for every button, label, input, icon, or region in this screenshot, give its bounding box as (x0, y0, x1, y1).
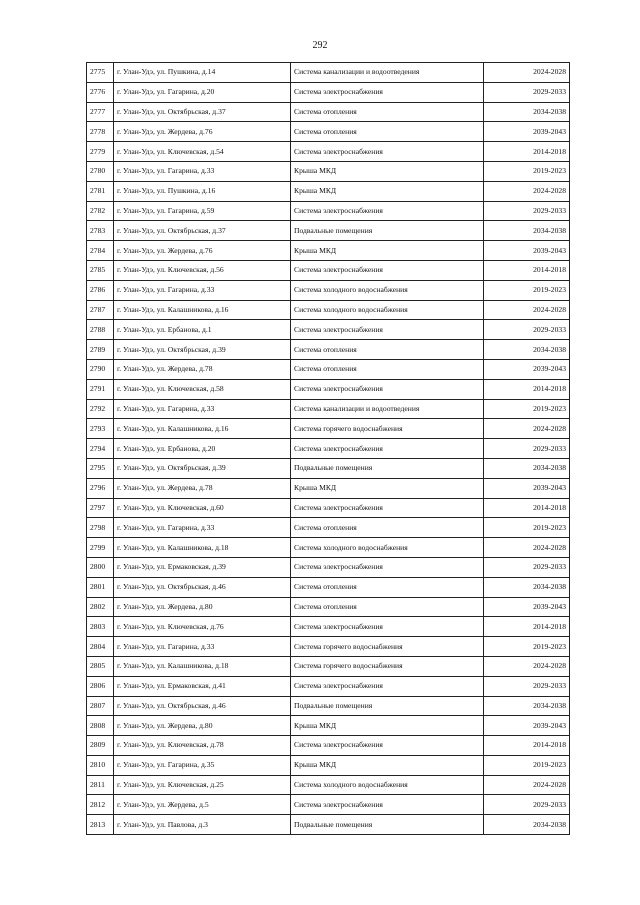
address-cell: г. Улан-Удэ, ул. Жердева, д.76 (114, 241, 291, 261)
address-cell: г. Улан-Удэ, ул. Октябрьская, д.46 (114, 577, 291, 597)
registry-table-body (87, 63, 570, 835)
address-cell: г. Улан-Удэ, ул. Ермаковская, д.39 (114, 557, 291, 577)
address-cell: г. Улан-Удэ, ул. Жердева, д.80 (114, 716, 291, 736)
table-row (87, 755, 570, 775)
row-number: 2801 (87, 577, 114, 597)
period-cell: 2039-2043 (484, 478, 570, 498)
row-number: 2809 (87, 736, 114, 756)
period-cell: 2039-2043 (484, 716, 570, 736)
system-cell: Система электроснабжения (291, 676, 484, 696)
period-cell: 2029-2033 (484, 557, 570, 577)
period-cell: 2019-2023 (484, 637, 570, 657)
row-number: 2791 (87, 379, 114, 399)
period-cell: 2024-2028 (484, 419, 570, 439)
row-number: 2785 (87, 260, 114, 280)
address-cell: г. Улан-Удэ, ул. Ключевская, д.76 (114, 617, 291, 637)
table-row (87, 656, 570, 676)
period-cell: 2014-2018 (484, 617, 570, 637)
address-cell: г. Улан-Удэ, ул. Гагарина, д.33 (114, 280, 291, 300)
system-cell: Система электроснабжения (291, 736, 484, 756)
period-cell: 2034-2038 (484, 102, 570, 122)
period-cell: 2034-2038 (484, 577, 570, 597)
row-number: 2800 (87, 557, 114, 577)
address-cell: г. Улан-Удэ, ул. Пушкина, д.14 (114, 63, 291, 83)
period-cell: 2029-2033 (484, 676, 570, 696)
system-cell: Система холодного водоснабжения (291, 300, 484, 320)
table-row (87, 458, 570, 478)
system-cell: Система электроснабжения (291, 439, 484, 459)
address-cell: г. Улан-Удэ, ул. Жердева, д.80 (114, 597, 291, 617)
row-number: 2782 (87, 201, 114, 221)
table-row (87, 518, 570, 538)
period-cell: 2029-2033 (484, 439, 570, 459)
table-row (87, 340, 570, 360)
row-number: 2778 (87, 122, 114, 142)
table-row (87, 201, 570, 221)
address-cell: г. Улан-Удэ, ул. Гагарина, д.33 (114, 518, 291, 538)
address-cell: г. Улан-Удэ, ул. Гагарина, д.33 (114, 161, 291, 181)
period-cell: 2029-2033 (484, 201, 570, 221)
table-row (87, 419, 570, 439)
address-cell: г. Улан-Удэ, ул. Ключевская, д.56 (114, 260, 291, 280)
row-number: 2813 (87, 815, 114, 835)
table-row (87, 82, 570, 102)
table-row (87, 597, 570, 617)
period-cell: 2029-2033 (484, 795, 570, 815)
period-cell: 2014-2018 (484, 736, 570, 756)
period-cell: 2014-2018 (484, 379, 570, 399)
address-cell: г. Улан-Удэ, ул. Калашникова, д.16 (114, 300, 291, 320)
table-row (87, 399, 570, 419)
row-number: 2790 (87, 359, 114, 379)
period-cell: 2034-2038 (484, 458, 570, 478)
address-cell: г. Улан-Удэ, ул. Пушкина, д.16 (114, 181, 291, 201)
period-cell: 2034-2038 (484, 696, 570, 716)
address-cell: г. Улан-Удэ, ул. Ербанова, д.1 (114, 320, 291, 340)
period-cell: 2034-2038 (484, 221, 570, 241)
row-number: 2792 (87, 399, 114, 419)
system-cell: Крыша МКД (291, 755, 484, 775)
row-number: 2812 (87, 795, 114, 815)
table-row (87, 538, 570, 558)
system-cell: Система электроснабжения (291, 320, 484, 340)
period-cell: 2014-2018 (484, 260, 570, 280)
address-cell: г. Улан-Удэ, ул. Жердева, д.78 (114, 359, 291, 379)
address-cell: г. Улан-Удэ, ул. Гагарина, д.33 (114, 399, 291, 419)
system-cell: Система отопления (291, 122, 484, 142)
table-row (87, 122, 570, 142)
system-cell: Система горячего водоснабжения (291, 637, 484, 657)
system-cell: Система канализации и водоотведения (291, 63, 484, 83)
table-row (87, 637, 570, 657)
table-row (87, 577, 570, 597)
table-row (87, 478, 570, 498)
address-cell: г. Улан-Удэ, ул. Октябрьская, д.37 (114, 221, 291, 241)
row-number: 2776 (87, 82, 114, 102)
table-row (87, 696, 570, 716)
address-cell: г. Улан-Удэ, ул. Жердева, д.5 (114, 795, 291, 815)
address-cell: г. Улан-Удэ, ул. Ключевская, д.25 (114, 775, 291, 795)
address-cell: г. Улан-Удэ, ул. Гагарина, д.20 (114, 82, 291, 102)
system-cell: Система холодного водоснабжения (291, 775, 484, 795)
system-cell: Система электроснабжения (291, 379, 484, 399)
row-number: 2797 (87, 498, 114, 518)
table-row (87, 775, 570, 795)
system-cell: Система электроснабжения (291, 142, 484, 162)
period-cell: 2019-2023 (484, 518, 570, 538)
address-cell: г. Улан-Удэ, ул. Жердева, д.78 (114, 478, 291, 498)
row-number: 2806 (87, 676, 114, 696)
row-number: 2793 (87, 419, 114, 439)
row-number: 2789 (87, 340, 114, 360)
row-number: 2796 (87, 478, 114, 498)
row-number: 2803 (87, 617, 114, 637)
registry-table (86, 62, 570, 835)
row-number: 2784 (87, 241, 114, 261)
address-cell: г. Улан-Удэ, ул. Ключевская, д.60 (114, 498, 291, 518)
address-cell: г. Улан-Удэ, ул. Ключевская, д.54 (114, 142, 291, 162)
system-cell: Система холодного водоснабжения (291, 538, 484, 558)
table-row (87, 320, 570, 340)
address-cell: г. Улан-Удэ, ул. Ключевская, д.58 (114, 379, 291, 399)
period-cell: 2039-2043 (484, 241, 570, 261)
table-row (87, 181, 570, 201)
table-row (87, 795, 570, 815)
period-cell: 2024-2028 (484, 300, 570, 320)
system-cell: Система электроснабжения (291, 260, 484, 280)
address-cell: г. Улан-Удэ, ул. Ключевская, д.78 (114, 736, 291, 756)
table-row (87, 815, 570, 835)
table-row (87, 439, 570, 459)
table-row (87, 676, 570, 696)
period-cell: 2039-2043 (484, 359, 570, 379)
row-number: 2794 (87, 439, 114, 459)
table-row (87, 102, 570, 122)
row-number: 2810 (87, 755, 114, 775)
period-cell: 2024-2028 (484, 181, 570, 201)
period-cell: 2019-2023 (484, 399, 570, 419)
period-cell: 2029-2033 (484, 82, 570, 102)
row-number: 2805 (87, 656, 114, 676)
address-cell: г. Улан-Удэ, ул. Гагарина, д.59 (114, 201, 291, 221)
row-number: 2808 (87, 716, 114, 736)
period-cell: 2019-2023 (484, 280, 570, 300)
table-row (87, 260, 570, 280)
system-cell: Система электроснабжения (291, 617, 484, 637)
row-number: 2799 (87, 538, 114, 558)
system-cell: Система отопления (291, 340, 484, 360)
table-row (87, 63, 570, 83)
address-cell: г. Улан-Удэ, ул. Гагарина, д.35 (114, 755, 291, 775)
address-cell: г. Улан-Удэ, ул. Октябрьская, д.39 (114, 340, 291, 360)
address-cell: г. Улан-Удэ, ул. Октябрьская, д.39 (114, 458, 291, 478)
row-number: 2781 (87, 181, 114, 201)
period-cell: 2014-2018 (484, 142, 570, 162)
address-cell: г. Улан-Удэ, ул. Калашникова, д.18 (114, 538, 291, 558)
system-cell: Система отопления (291, 518, 484, 538)
row-number: 2780 (87, 161, 114, 181)
system-cell: Система электроснабжения (291, 498, 484, 518)
table-row (87, 617, 570, 637)
row-number: 2804 (87, 637, 114, 657)
row-number: 2807 (87, 696, 114, 716)
row-number: 2802 (87, 597, 114, 617)
table-row (87, 241, 570, 261)
address-cell: г. Улан-Удэ, ул. Жердева, д.76 (114, 122, 291, 142)
table-row (87, 498, 570, 518)
address-cell: г. Улан-Удэ, ул. Ермаковская, д.41 (114, 676, 291, 696)
system-cell: Система отопления (291, 359, 484, 379)
row-number: 2779 (87, 142, 114, 162)
row-number: 2787 (87, 300, 114, 320)
row-number: 2786 (87, 280, 114, 300)
row-number: 2795 (87, 458, 114, 478)
period-cell: 2039-2043 (484, 122, 570, 142)
period-cell: 2034-2038 (484, 815, 570, 835)
system-cell: Подвальные помещения (291, 696, 484, 716)
system-cell: Подвальные помещения (291, 458, 484, 478)
period-cell: 2019-2023 (484, 755, 570, 775)
table-row (87, 716, 570, 736)
address-cell: г. Улан-Удэ, ул. Павлова, д.3 (114, 815, 291, 835)
address-cell: г. Улан-Удэ, ул. Октябрьская, д.46 (114, 696, 291, 716)
system-cell: Система канализации и водоотведения (291, 399, 484, 419)
system-cell: Крыша МКД (291, 241, 484, 261)
row-number: 2788 (87, 320, 114, 340)
period-cell: 2034-2038 (484, 340, 570, 360)
table-row (87, 736, 570, 756)
period-cell: 2014-2018 (484, 498, 570, 518)
address-cell: г. Улан-Удэ, ул. Калашникова, д.16 (114, 419, 291, 439)
system-cell: Крыша МКД (291, 181, 484, 201)
address-cell: г. Улан-Удэ, ул. Октябрьская, д.37 (114, 102, 291, 122)
address-cell: г. Улан-Удэ, ул. Ербанова, д.20 (114, 439, 291, 459)
page-number: 292 (312, 40, 328, 51)
system-cell: Крыша МКД (291, 478, 484, 498)
table-row (87, 359, 570, 379)
system-cell: Система электроснабжения (291, 557, 484, 577)
system-cell: Система горячего водоснабжения (291, 656, 484, 676)
system-cell: Система электроснабжения (291, 795, 484, 815)
system-cell: Система холодного водоснабжения (291, 280, 484, 300)
system-cell: Система отопления (291, 102, 484, 122)
table-row (87, 557, 570, 577)
period-cell: 2024-2028 (484, 63, 570, 83)
system-cell: Система электроснабжения (291, 82, 484, 102)
row-number: 2811 (87, 775, 114, 795)
row-number: 2798 (87, 518, 114, 538)
row-number: 2783 (87, 221, 114, 241)
address-cell: г. Улан-Удэ, ул. Гагарина, д.33 (114, 637, 291, 657)
row-number: 2777 (87, 102, 114, 122)
system-cell: Система отопления (291, 597, 484, 617)
system-cell: Система электроснабжения (291, 201, 484, 221)
table-row (87, 142, 570, 162)
system-cell: Подвальные помещения (291, 221, 484, 241)
table-row (87, 300, 570, 320)
system-cell: Подвальные помещения (291, 815, 484, 835)
period-cell: 2024-2028 (484, 775, 570, 795)
system-cell: Система горячего водоснабжения (291, 419, 484, 439)
period-cell: 2024-2028 (484, 656, 570, 676)
table-row (87, 161, 570, 181)
table-row (87, 221, 570, 241)
table-row (87, 280, 570, 300)
system-cell: Крыша МКД (291, 161, 484, 181)
period-cell: 2019-2023 (484, 161, 570, 181)
period-cell: 2029-2033 (484, 320, 570, 340)
row-number: 2775 (87, 63, 114, 83)
system-cell: Система отопления (291, 577, 484, 597)
address-cell: г. Улан-Удэ, ул. Калашникова, д.18 (114, 656, 291, 676)
period-cell: 2039-2043 (484, 597, 570, 617)
system-cell: Крыша МКД (291, 716, 484, 736)
table-row (87, 379, 570, 399)
period-cell: 2024-2028 (484, 538, 570, 558)
